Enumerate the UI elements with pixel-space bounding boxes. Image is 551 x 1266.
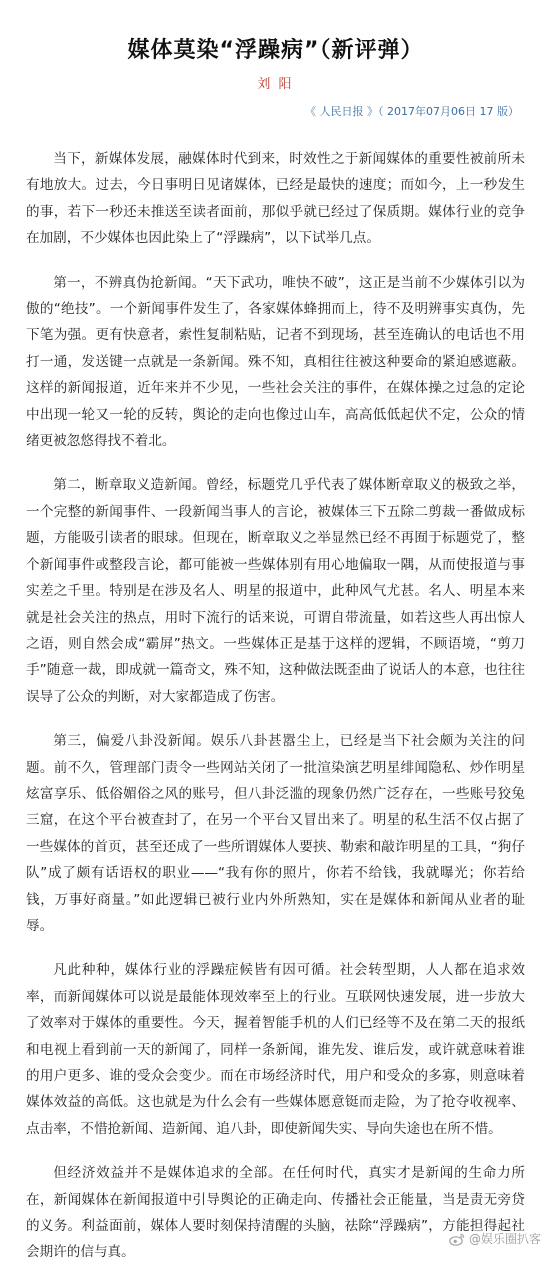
weibo-icon: [449, 1232, 465, 1246]
article-paragraph: 第二，断章取义造新闻。曾经，标题党几乎代表了媒体断章取义的极致之举，一个完整的新闻事件、一段新闻当事人的言论，被媒体三下五除二剪裁一番做成标题，方能吸引读者的眼球。但现在，断章取义之举显然已经不再囿于标题党了，整个新闻事件或整段言论，都可能被一些媒体别有用心地偏取一隅，从而使报道与事实差之千里。特别是在涉及名人、明星的报道中，此种风气尤甚。名人、明星本来就是社会关注的热点，用时下流行的话来说，可谓自带流量，如若这些人再出惊人之语，则自然会成“霸屏”热文。一些媒体正是基于这样的逻辑，不顾语境，“剪刀手”随意一裁，即成就一篇奇文，殊不知，这种做法既歪曲了说话人的本意，也往往误导了公众的判断，对大家都造成了伤害。: [26, 477, 525, 705]
article-body: [26, 146, 525, 1266]
article-source: 《 人民日报 》（ 2017年07月06日 17 版）: [305, 105, 519, 118]
watermark: [449, 1230, 541, 1247]
article-paragraph: 第三，偏爱八卦没新闻。娱乐八卦甚嚣尘上，已经是当下社会颇为关注的问题。前不久，管理部门责令一些网站关闭了一批渲染演艺明星绯闻隐私、炒作明星炫富享乐、低俗媚俗之风的账号，但八卦泛滥的现象仍然广泛存在，一些账号狡兔三窟，在这个平台被查封了，在另一个平台又冒出来了。明星的私生活不仅占据了一些媒体的首页，甚至还成了一些所谓媒体人要挟、勒索和敲诈明星的工具，“狗仔队”成了颇有话语权的职业——“我有你的照片，你若不给钱，我就曝光；你若给钱，万事好商量。”如此逻辑已被行业内外所熟知，实在是媒体和新闻从业者的耻辱。: [26, 733, 525, 934]
watermark-text: @娱乐圈扒客: [468, 1232, 541, 1246]
article-paragraph: 凡此种种，媒体行业的浮躁症候皆有因可循。社会转型期，人人都在追求效率，而新闻媒体可以说是最能体现效率至上的行业。互联网快速发展，进一步放大了效率对于媒体的重要性。今天，握着智能手机的人们已经等不及在第二天的报纸和电视上看到前一天的新闻了，同样一条新闻，谁先发、谁后发，或许就意味着谁的用户更多、谁的受众会变少。而在市场经济时代，用户和受众的多寡，则意味着媒体效益的高低。这也就是为什么会有一些媒体愿意铤而走险，为了抢夺收视率、点击率，不惜抢新闻、造新闻、追八卦，即使新闻失实、导向失途也在所不惜。: [26, 962, 525, 1137]
article-author: 刘 阳: [257, 77, 294, 92]
article-paragraph: 第一，不辨真伪抢新闻。“天下武功，唯快不破”，这正是当前不少媒体引以为傲的“绝技”。一个新闻事件发生了，各家媒体蜂拥而上，待不及明辨事实真伪，先下笔为强。更有快意者，索性复制粘贴，记者不到现场，甚至连确认的电话也不用打一通，发送键一点就是一条新闻。殊不知，真相往往被这种要命的紧迫感遮蔽。这样的新闻报道，近年来并不少见，一些社会关注的事件，在媒体操之过急的定论中出现一轮又一轮的反转，舆论的走向也像过山车，高高低低起伏不定，公众的情绪更被忽悠得找不着北。: [26, 274, 525, 450]
article-title: 媒体莫染“浮躁病”（新评弹）: [127, 38, 424, 63]
article-paragraph: 当下，新媒体发展，融媒体时代到来，时效性之于新闻媒体的重要性被前所未有地放大。过去，今日事明日见诸媒体，已经是最快的速度；而如今，上一秒发生的事，若下一秒还未推送至读者面前，那似乎就已经过了保质期。媒体行业的竞争在加剧，不少媒体也因此染上了“浮躁病”，以下试举几点。: [26, 151, 525, 247]
article-paragraph: 但经济效益并不是媒体追求的全部。在任何时代，真实才是新闻的生命力所在，新闻媒体在新闻报道中引导舆论的正确走向、传播社会正能量，当是责无旁贷的义务。利益面前，媒体人要时刻保持清醒的头脑，祛除“浮躁病”，方能担得起社会期许的信与真。: [26, 1165, 525, 1261]
